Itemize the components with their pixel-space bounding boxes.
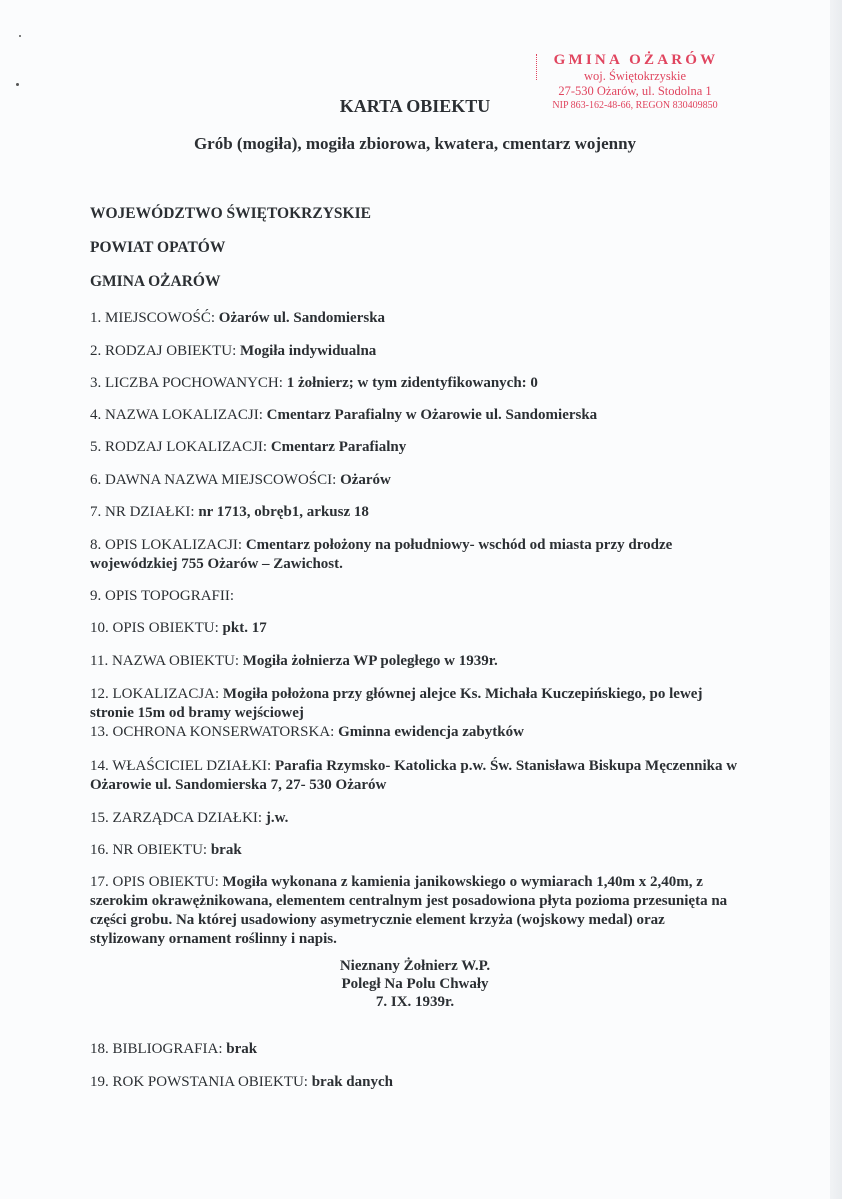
field-16 <box>90 841 740 860</box>
field-label: 7. NR DZIAŁKI: <box>90 504 199 520</box>
field-label: 13. OCHRONA KONSERWATORSKA: <box>90 724 339 740</box>
field-label: 15. ZARZĄDCA DZIAŁKI: <box>90 810 266 826</box>
field-19 <box>90 1073 740 1092</box>
field-label: 4. NAZWA LOKALIZACJI: <box>90 407 267 423</box>
field-12 <box>90 685 740 723</box>
region-voivodeship: WOJEWÓDZTWO ŚWIĘTOKRZYSKIE <box>90 205 371 222</box>
field-10 <box>90 619 740 638</box>
inscription-line-2: Poległ Na Polu Chwały <box>341 976 489 992</box>
region-commune: GMINA OŻARÓW <box>90 273 221 290</box>
field-label: 18. BIBLIOGRAFIA: <box>90 1041 227 1057</box>
stamp-border-mark <box>536 54 538 80</box>
field-label: 11. NAZWA OBIEKTU: <box>90 653 243 669</box>
field-label: 2. RODZAJ OBIEKTU: <box>90 343 240 359</box>
field-value: Mogiła żołnierza WP poległego w 1939r. <box>242 653 498 669</box>
field-label: 6. DAWNA NAZWA MIEJSCOWOŚCI: <box>90 472 341 488</box>
field-label: 19. ROK POWSTANIA OBIEKTU: <box>90 1074 312 1090</box>
field-label: 8. OPIS LOKALIZACJI: <box>90 537 246 553</box>
field-9 <box>90 587 740 606</box>
stamp-province: woj. Świętokrzyskie <box>583 69 687 83</box>
field-label: 10. OPIS OBIEKTU: <box>90 620 223 636</box>
field-value: nr 1713, obręb1, arkusz 18 <box>198 504 369 520</box>
field-15 <box>90 809 740 828</box>
field-label: 9. OPIS TOPOGRAFII: <box>90 588 235 604</box>
field-value: brak <box>226 1041 258 1057</box>
field-label: 3. LICZBA POCHOWANYCH: <box>90 375 287 391</box>
field-4 <box>90 406 740 425</box>
field-value: Parafia Rzymsko- Katolicka p.w. Św. Stanisława Biskupa Męczennika w Ożarowie ul. Sandomierska 7, 27- 530 Ożarów <box>90 758 738 793</box>
field-5 <box>90 438 740 457</box>
field-14 <box>90 757 740 795</box>
field-value: Cmentarz Parafialny w Ożarowie ul. Sandomierska <box>266 407 598 423</box>
field-value: pkt. 17 <box>222 620 267 636</box>
field-17 <box>90 873 740 949</box>
field-18 <box>90 1040 740 1059</box>
field-label: 16. NR OBIEKTU: <box>90 842 211 858</box>
inscription-line-1: Nieznany Żołnierz W.P. <box>339 958 491 974</box>
field-11 <box>90 652 740 671</box>
stamp-address: 27-530 Ożarów, ul. Stodolna 1 <box>558 84 712 98</box>
page-subtitle: Grób (mogiła), mogiła zbiorowa, kwatera, cmentarz wojenny <box>193 134 637 153</box>
field-1 <box>90 309 740 328</box>
field-2 <box>90 342 740 361</box>
page-title: KARTA OBIEKTU <box>339 96 491 116</box>
field-8 <box>90 536 740 574</box>
field-value: Ożarów ul. Sandomierska <box>218 310 386 326</box>
inscription-line-3: 7. IX. 1939r. <box>375 994 455 1010</box>
stamp-name: GMINA OŻARÓW <box>553 52 719 68</box>
field-value: j.w. <box>265 810 289 826</box>
field-value: Ożarów <box>340 472 391 488</box>
field-label: 14. WŁAŚCICIEL DZIAŁKI: <box>90 758 275 774</box>
field-value: 1 żołnierz; w tym zidentyfikowanych: 0 <box>286 375 538 391</box>
scan-speck <box>16 83 19 86</box>
field-value: brak danych <box>311 1074 393 1090</box>
page-edge <box>830 0 842 1199</box>
field-3 <box>90 374 740 393</box>
field-label: 1. MIEJSCOWOŚĆ: <box>90 310 219 326</box>
field-value: brak <box>210 842 242 858</box>
field-value: Mogiła indywidualna <box>240 343 377 359</box>
field-7 <box>90 503 740 522</box>
field-value: Gminna ewidencja zabytków <box>338 724 524 740</box>
field-label: 5. RODZAJ LOKALIZACJI: <box>90 439 271 455</box>
field-6 <box>90 471 740 490</box>
region-county: POWIAT OPATÓW <box>90 239 226 256</box>
field-label: 12. LOKALIZACJA: <box>90 686 223 702</box>
field-label: 17. OPIS OBIEKTU: <box>90 874 223 890</box>
field-13 <box>90 723 740 742</box>
field-value: Cmentarz położony na południowy- wschód od miasta przy drodze wojewódzkiej 755 Ożarów – Zawichost. <box>90 537 673 572</box>
field-value: Cmentarz Parafialny <box>270 439 407 455</box>
field-value: Mogiła wykonana z kamienia janikowskiego o wymiarach 1,40m x 2,40m, z szerokim okrawężnikowana, elementem centralnym jest posadowiona płyta pozioma przesunięta na części grobu. Na której usadowiony asymetrycznie element krzyża (wojskowy medal) oraz stylizowany ornament roślinny i napis. <box>90 874 728 947</box>
field-value: Mogiła położona przy głównej alejce Ks. Michała Kuczepińskiego, po lewej stronie 15m od bramy wejściowej <box>90 686 703 721</box>
scan-speck <box>19 35 21 37</box>
grave-inscription <box>0 957 830 1011</box>
stamp-ids: NIP 863-162-48-66, REGON 830409850 <box>552 100 718 111</box>
